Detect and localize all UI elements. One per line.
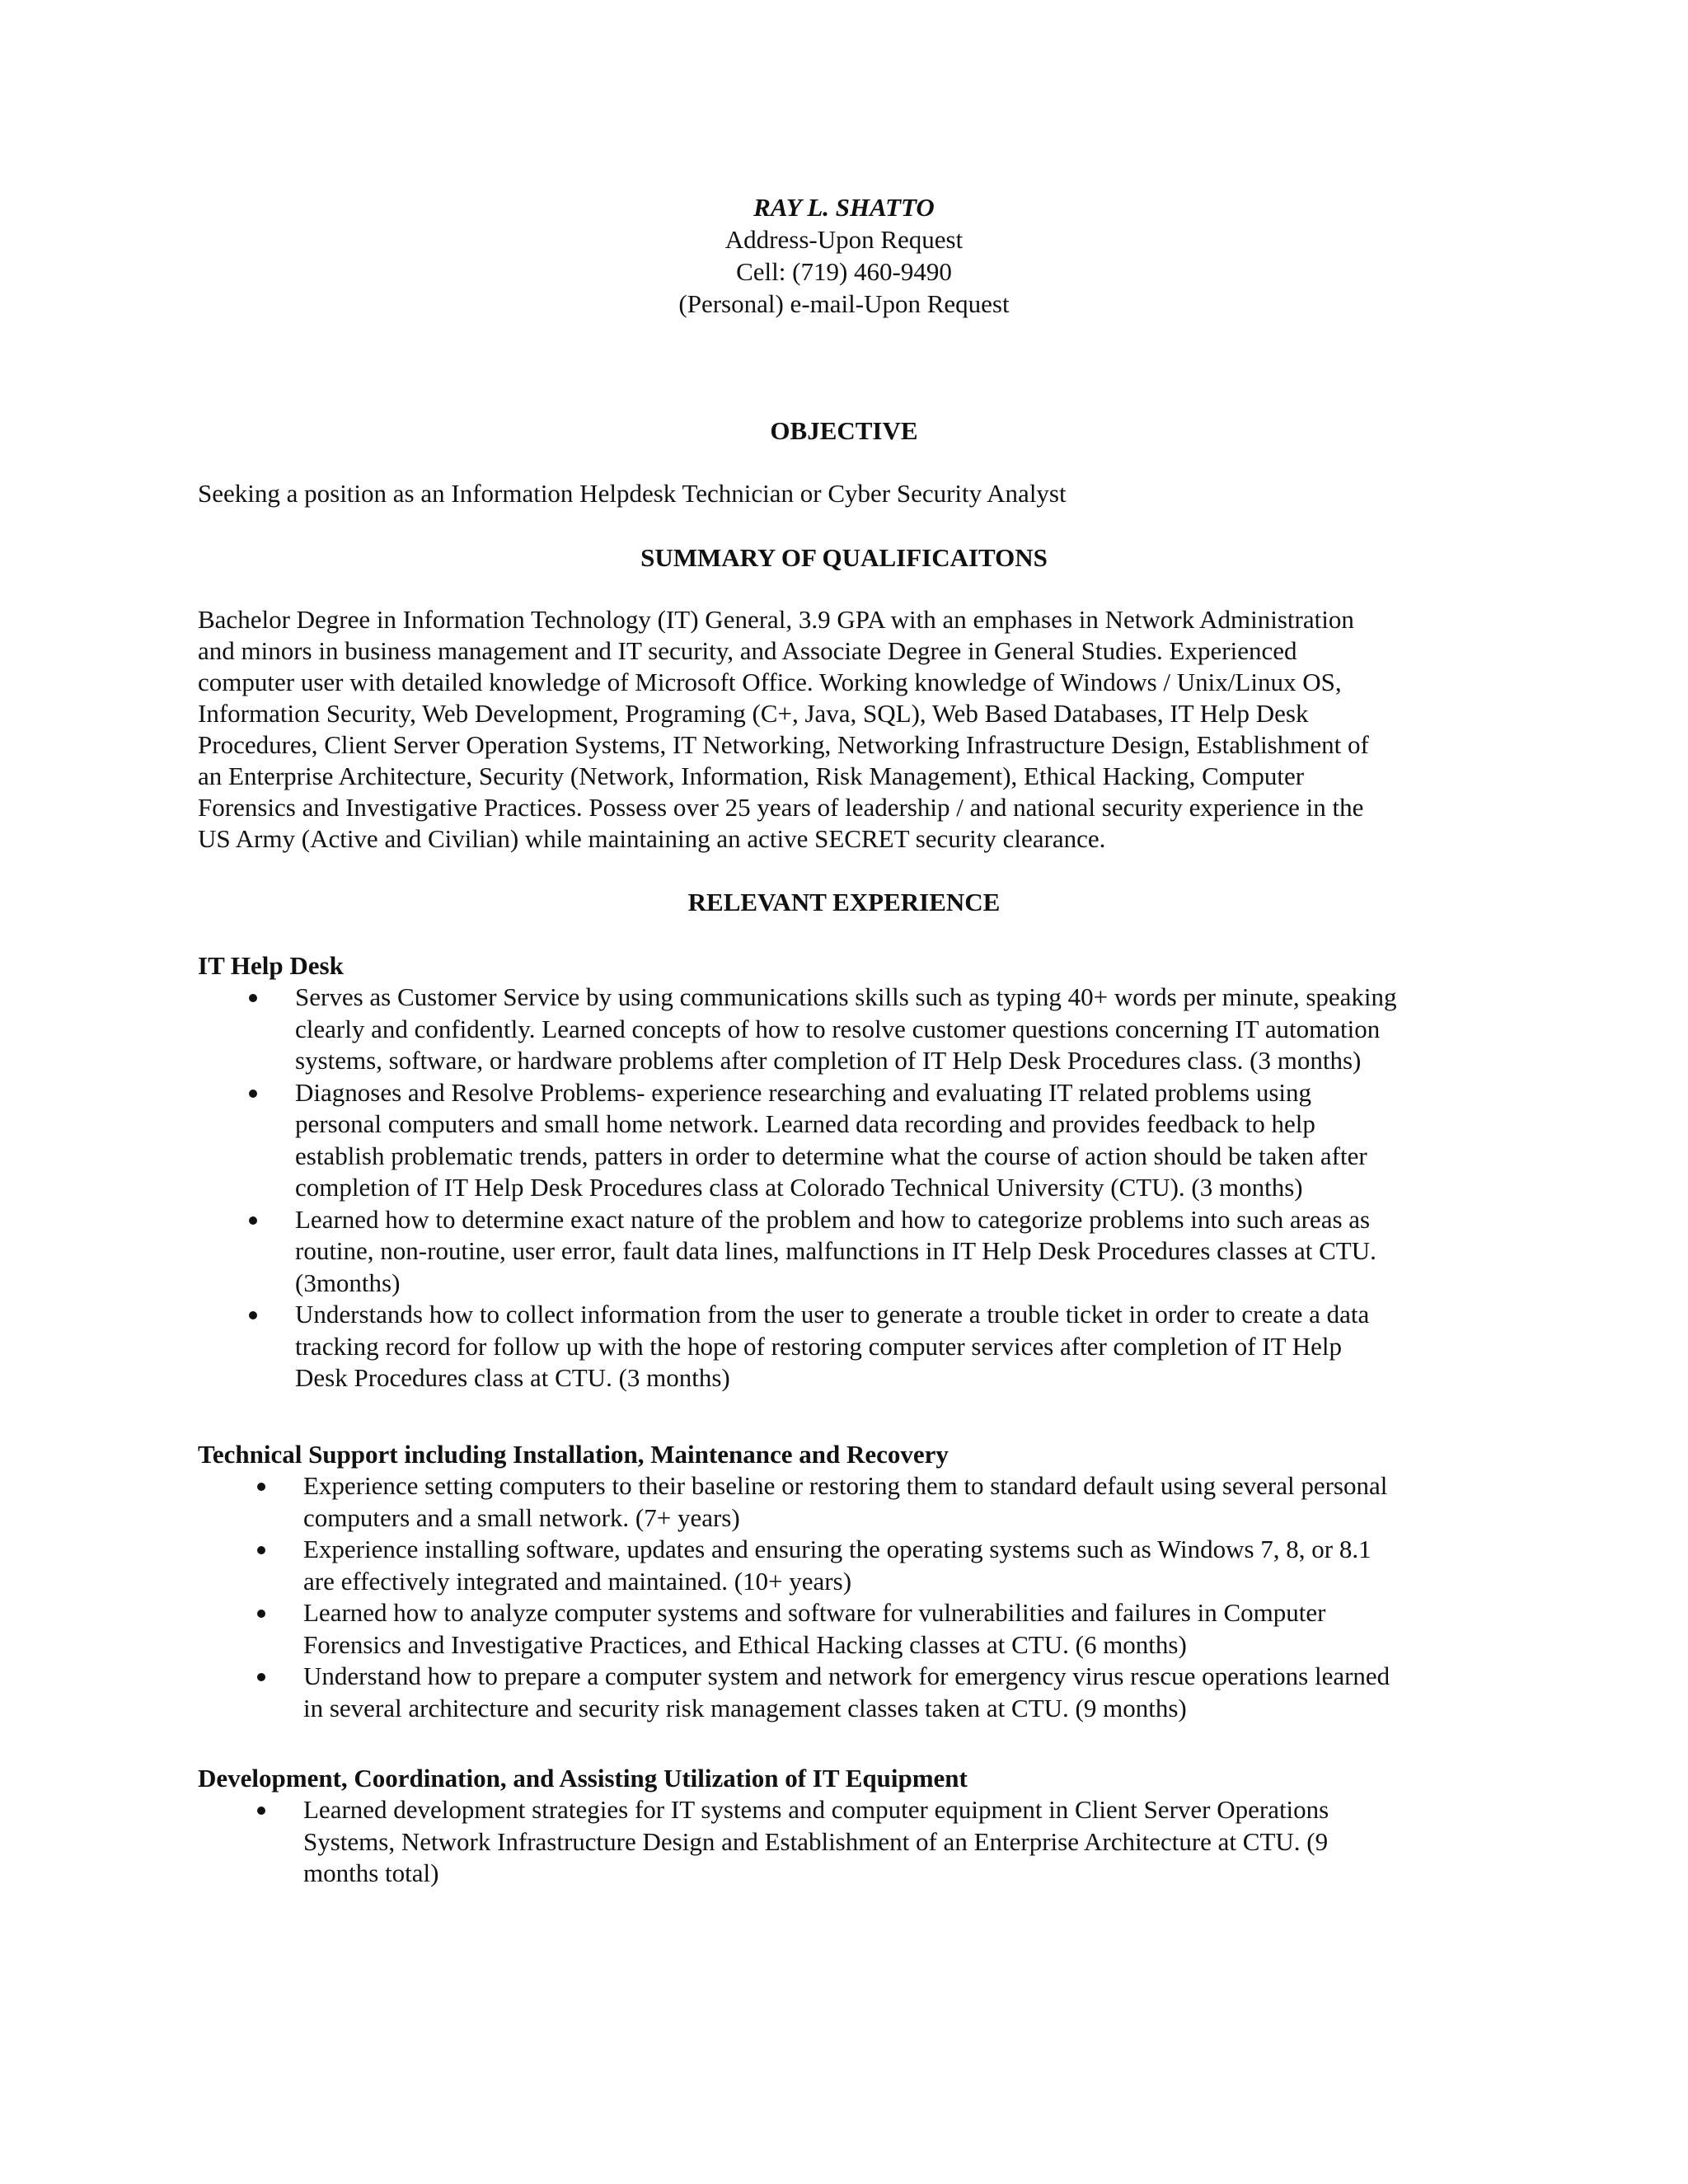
bullet-line: systems, software, or hardware problems after completion of IT Help Desk Procedures class. (3 months) xyxy=(295,1046,1362,1075)
group-title-it-help-desk: IT Help Desk xyxy=(198,951,344,980)
bullet-icon xyxy=(257,1483,265,1491)
bullet-line: Desk Procedures class at CTU. (3 months) xyxy=(295,1363,730,1392)
summary-line: computer user with detailed knowledge of Microsoft Office. Working knowledge of Windows / Unix/Linux OS, xyxy=(198,668,1342,696)
bullet-icon xyxy=(257,1610,265,1618)
bullet-line: computers and a small network. (7+ years) xyxy=(303,1502,740,1532)
bullet-line: in several architecture and security risk management classes taken at CTU. (9 months) xyxy=(303,1693,1187,1722)
summary-line: Information Security, Web Development, Programing (C+, Java, SQL), Web Based Databases, IT Help Desk xyxy=(198,699,1309,728)
bullet-line: completion of IT Help Desk Procedures class at Colorado Technical University (CTU). (3 months) xyxy=(295,1173,1303,1202)
group-title-technical-support: Technical Support including Installation, Maintenance and Recovery xyxy=(198,1440,949,1469)
bullet-line: Learned how to determine exact nature of the problem and how to categorize problems into such areas as xyxy=(295,1204,1371,1234)
bullet-line: are effectively integrated and maintained. (10+ years) xyxy=(303,1566,852,1596)
bullet-line: establish problematic trends, patters in order to determine what the course of action should be taken after xyxy=(295,1141,1367,1170)
summary-line: an Enterprise Architecture, Security (Network, Information, Risk Management), Ethical Hacking, Computer xyxy=(198,762,1305,790)
bullet-icon xyxy=(249,1216,257,1225)
bullet-line: personal computers and small home network. Learned data recording and provides feedback to help xyxy=(295,1109,1315,1138)
summary-line: US Army (Active and Civilian) while maintaining an active SECRET security clearance. xyxy=(198,824,1106,853)
list-item xyxy=(295,1204,1490,1300)
bullet-icon xyxy=(257,1546,265,1554)
list-item xyxy=(295,982,1490,1077)
development-bullets xyxy=(303,1794,1457,1890)
bullet-icon xyxy=(249,1090,257,1098)
bullet-line: Serves as Customer Service by using communications skills such as typing 40+ words per minute, speaking xyxy=(295,982,1397,1011)
contact-header xyxy=(0,191,1688,320)
list-item xyxy=(303,1794,1457,1890)
group-title-development: Development, Coordination, and Assisting Utilization of IT Equipment xyxy=(198,1764,968,1793)
bullet-line: Diagnoses and Resolve Problems- experience researching and evaluating IT related problems using xyxy=(295,1077,1312,1107)
bullet-line: routine, non-routine, user error, fault data lines, malfunctions in IT Help Desk Procedures classes at CTU. xyxy=(295,1236,1376,1265)
summary-line: Forensics and Investigative Practices. Possess over 25 years of leadership / and national security experience in the xyxy=(198,793,1364,822)
bullet-line: (3months) xyxy=(295,1268,401,1297)
bullet-line: Learned development strategies for IT systems and computer equipment in Client Server Operations xyxy=(303,1795,1329,1824)
bullet-line: Experience setting computers to their baseline or restoring them to standard default using several personal xyxy=(303,1471,1388,1500)
list-item xyxy=(295,1077,1490,1204)
summary-line: Bachelor Degree in Information Technology (IT) General, 3.9 GPA with an emphases in Network Administration xyxy=(198,605,1354,634)
candidate-name: RAY L. SHATTO xyxy=(753,193,935,222)
it-help-desk-bullets xyxy=(295,982,1490,1394)
summary-line: Procedures, Client Server Operation Systems, IT Networking, Networking Infrastructure Design, Establishment of xyxy=(198,730,1369,759)
summary-line: and minors in business management and IT security, and Associate Degree in General Studies. Experienced xyxy=(198,636,1297,665)
bullet-icon xyxy=(257,1673,265,1681)
list-item xyxy=(303,1597,1474,1661)
objective-heading: OBJECTIVE xyxy=(770,416,918,445)
technical-support-bullets xyxy=(303,1470,1474,1724)
list-item xyxy=(303,1661,1474,1724)
address-line: Address-Upon Request xyxy=(724,225,964,254)
bullet-icon xyxy=(249,994,257,1002)
bullet-icon xyxy=(249,1311,257,1319)
summary-paragraph xyxy=(198,604,1500,855)
bullet-line: Understand how to prepare a computer system and network for emergency virus rescue operations learned xyxy=(303,1661,1390,1690)
experience-heading: RELEVANT EXPERIENCE xyxy=(687,888,1001,916)
list-item xyxy=(303,1470,1474,1534)
list-item xyxy=(303,1534,1474,1597)
bullet-line: months total) xyxy=(303,1858,439,1887)
list-item xyxy=(295,1299,1490,1394)
summary-heading: SUMMARY OF QUALIFICAITONS xyxy=(640,543,1048,572)
email-line: (Personal) e-mail-Upon Request xyxy=(678,289,1010,318)
bullet-line: Understands how to collect information from the user to generate a trouble ticket in order to create a data xyxy=(295,1300,1370,1329)
bullet-line: clearly and confidently. Learned concepts of how to resolve customer questions concerning IT automation xyxy=(295,1014,1381,1043)
bullet-icon xyxy=(257,1807,265,1815)
bullet-line: tracking record for follow up with the hope of restoring computer services after completion of IT Help xyxy=(295,1331,1343,1361)
bullet-line: Forensics and Investigative Practices, and Ethical Hacking classes at CTU. (6 months) xyxy=(303,1629,1187,1659)
cell-line: Cell: (719) 460-9490 xyxy=(736,257,952,286)
bullet-line: Experience installing software, updates and ensuring the operating systems such as Windows 7, 8, or 8.1 xyxy=(303,1535,1372,1563)
bullet-line: Systems, Network Infrastructure Design and Establishment of an Enterprise Architecture at CTU. (9 xyxy=(303,1826,1329,1856)
objective-text: Seeking a position as an Information Helpdesk Technician or Cyber Security Analyst xyxy=(198,479,1067,508)
bullet-line: Learned how to analyze computer systems and software for vulnerabilities and failures in Computer xyxy=(303,1598,1326,1627)
